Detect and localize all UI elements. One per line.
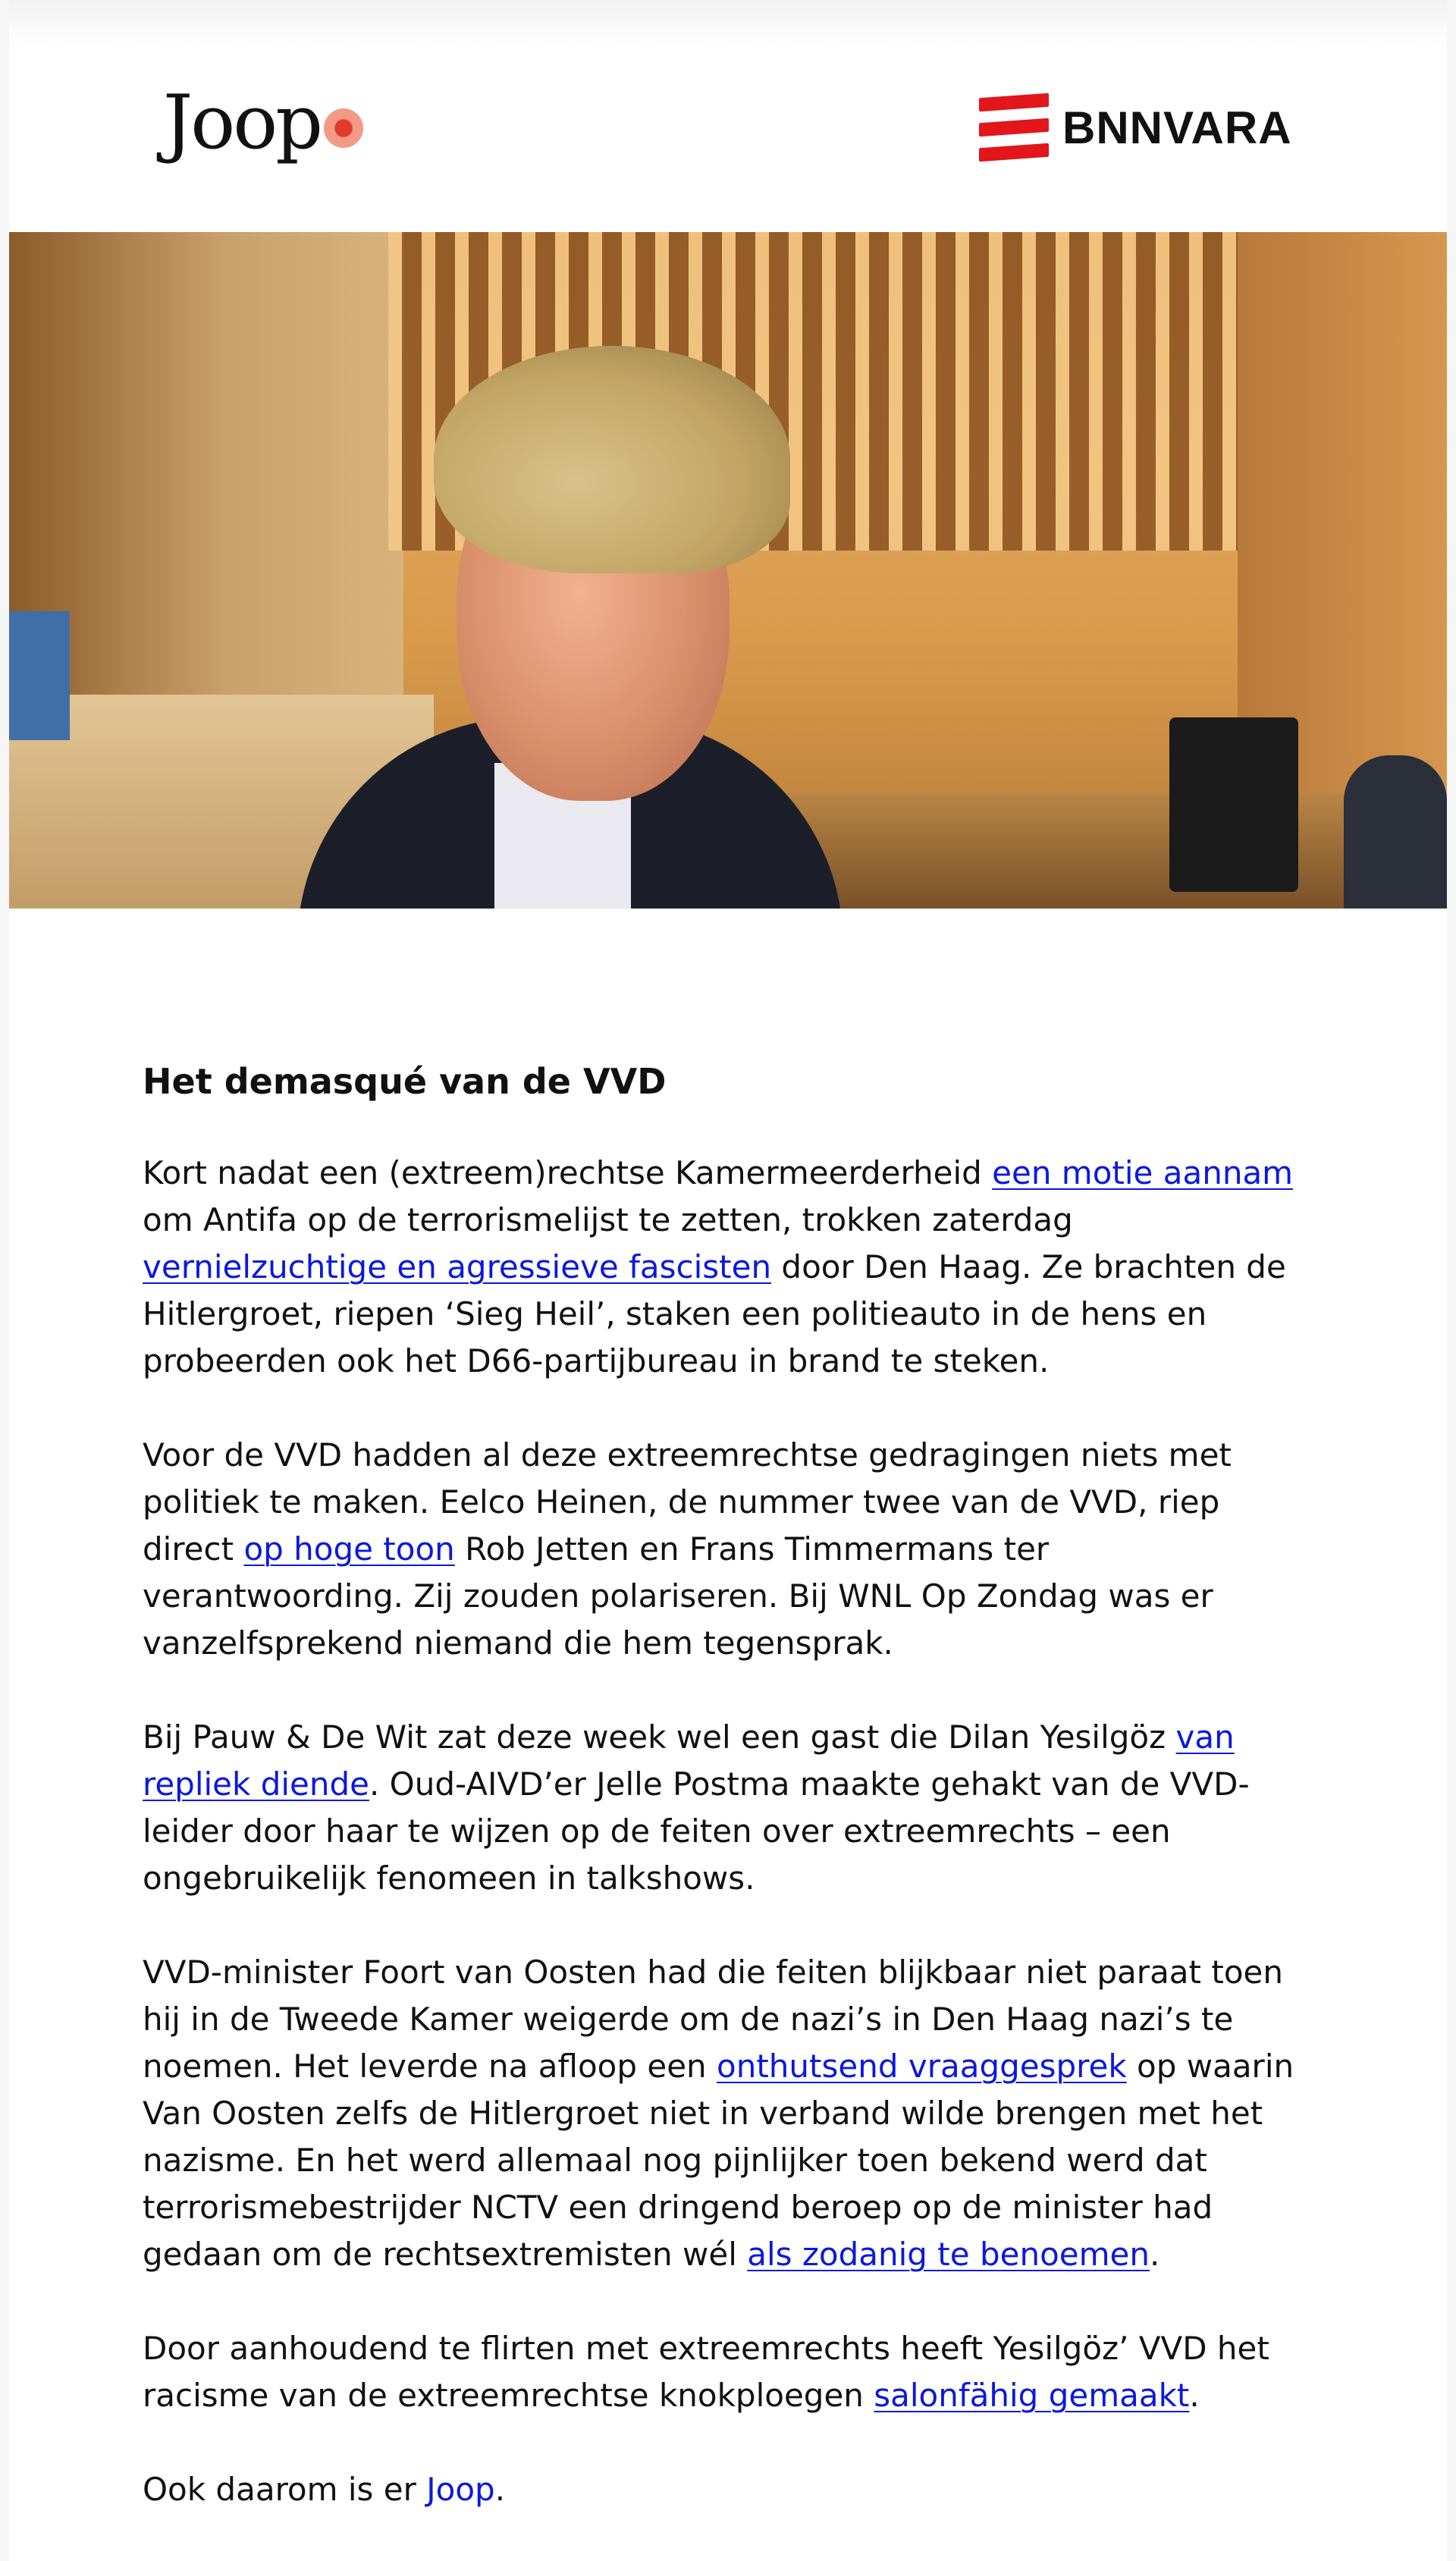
paragraph-text: Kort nadat een (extreem)rechtse Kamermeerderheid [143,1154,993,1191]
paragraph-text: . [1150,2236,1160,2273]
hero-camera [1169,717,1298,892]
link-als-zodanig-te-benoemen[interactable]: als zodanig te benoemen [747,2236,1150,2273]
joop-dot-icon [324,108,363,148]
paragraph-6 [143,2466,1295,2513]
paragraph-text: VVD-minister Foort van Oosten had die feiten blijkbaar niet paraat toen hij in de Tweede Kamer weigerde om de nazi’s in Den Haag nazi’s te noemen. Het leverde na afloop een [143,1954,1283,2085]
paragraph-text: Door aanhoudend te flirten met extreemrechts heeft Yesilgöz’ VVD het racisme van de extreemrechtse knokploegen [143,2330,1269,2414]
bnnvara-logo[interactable] [979,89,1292,165]
page-top-shade [0,0,1456,46]
paragraph-2 [143,1432,1295,1667]
paragraph-4 [143,1949,1295,2278]
email-header [9,46,1447,232]
hero-subject-hair [434,346,790,573]
link-joop[interactable]: Joop [426,2471,495,2508]
page-edge-left [0,0,9,2561]
joop-logo-text: Joop [163,80,322,166]
link-vernielzuchtige-fascisten[interactable]: vernielzuchtige en agressieve fascisten [143,1248,772,1285]
link-onthutsend-vraaggesprek[interactable]: onthutsend vraaggesprek [717,2048,1127,2085]
article-body [143,1059,1295,2560]
paragraph-3 [143,1714,1295,1902]
article-title: Het demasqué van de VVD [143,1061,667,1102]
paragraph-text: . [1189,2377,1200,2414]
bnnvara-logo-text: BNNVARA [1062,102,1292,153]
paragraph-text: Voor de VVD hadden al deze extreemrechtse gedragingen niets met politiek te maken. Eelco Heinen, de nummer twee van de VVD, riep direct [143,1436,1232,1568]
paragraph-text: Ook daarom is er [143,2471,427,2508]
page-edge-right [1447,0,1456,2561]
hero-background-person [1344,755,1447,909]
bnnvara-bars-icon [979,93,1049,162]
paragraph-text: om Antifa op de terrorismelijst te zetten, trokken zaterdag [143,1201,1073,1238]
joop-logo[interactable] [163,77,363,168]
link-salonfahig-gemaakt[interactable]: salonfähig gemaakt [874,2377,1190,2414]
paragraph-text: . [494,2471,506,2508]
link-op-hoge-toon[interactable]: op hoge toon [243,1530,455,1568]
paragraph-text: op waarin Van Oosten zelfs de Hitlergroet niet in verband wilde brengen met het nazisme. En het werd allemaal nog pijnlijker toen bekend werd dat terrorismebestrijder NCTV een dringend beroep op de minister had gedaan om de rechtsextremisten wél [143,2048,1294,2273]
paragraph-text: door Den Haag. Ze brachten de Hitlergroet, riepen ‘Sieg Heil’, staken een politieauto in de hens en probeerden ook het D66-partijbureau in brand te steken. [143,1248,1286,1379]
paragraph-1 [143,1150,1295,1385]
paragraph-5 [143,2325,1295,2419]
paragraph-text: . Oud-AIVD’er Jelle Postma maakte gehakt van de VVD-leider door haar te wijzen op de feiten over extreemrechts – een ongebruikelijk fenomeen in talkshows. [143,1765,1250,1897]
link-motie-aannam[interactable]: een motie aannam [992,1154,1294,1191]
hero-image[interactable] [9,232,1447,909]
hero-monitor [9,611,70,740]
link-van-repliek-diende[interactable]: van repliek diende [143,1718,1235,1803]
paragraph-text: Rob Jetten en Frans Timmermans ter verantwoording. Zij zouden polariseren. Bij WNL Op Zondag was er vanzelfsprekend niemand die hem tegensprak. [143,1530,1213,1662]
paragraph-text: Bij Pauw & De Wit zat deze week wel een gast die Dilan Yesilgöz [143,1718,1176,1756]
